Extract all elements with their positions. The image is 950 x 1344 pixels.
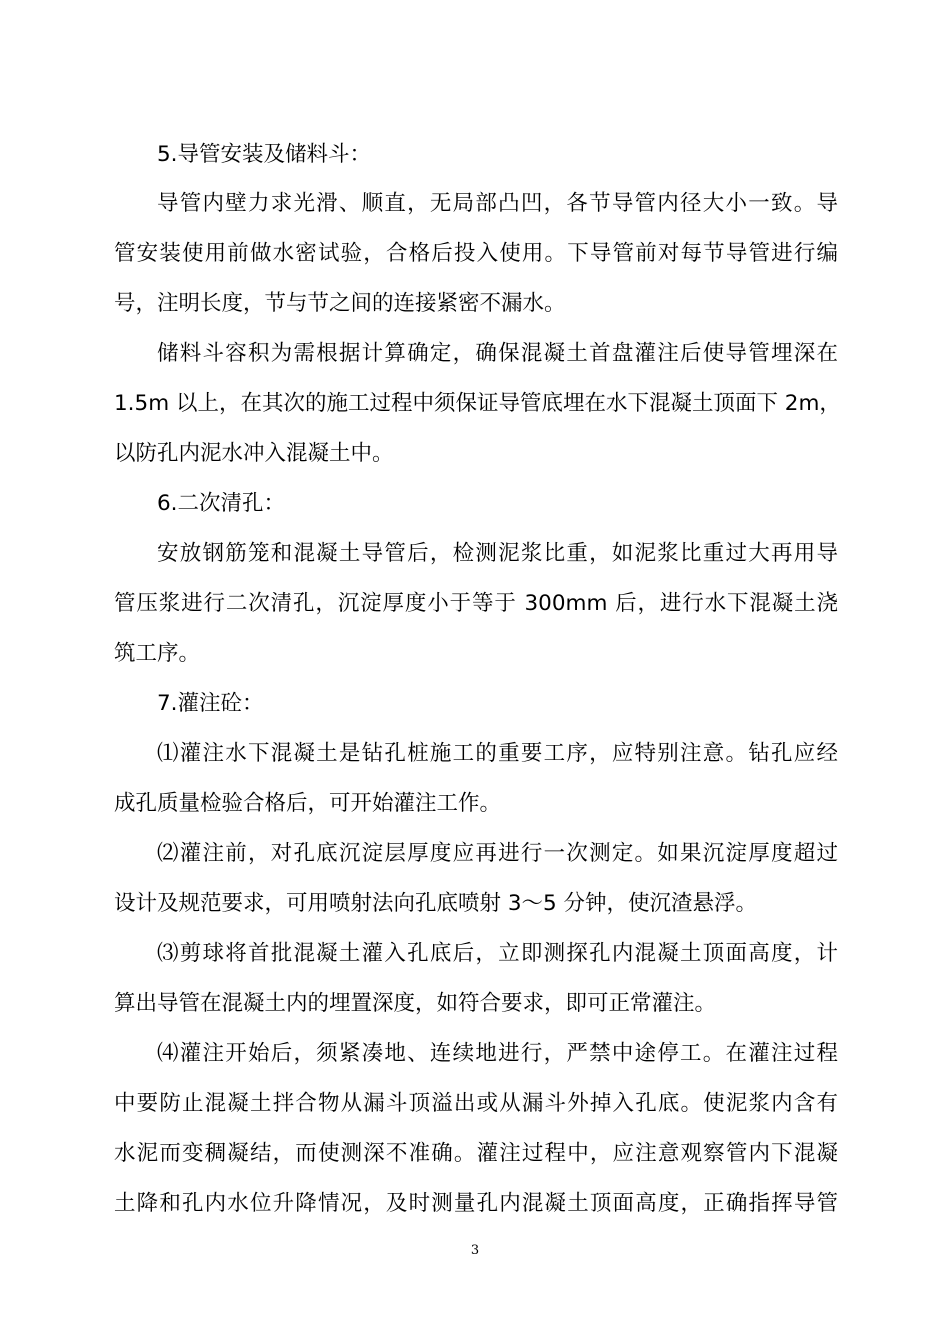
paragraph-line: 算出导管在混凝土内的埋置深度，如符合要求，即可正常灌注。: [114, 991, 717, 1016]
paragraph-line: 储料斗容积为需根据计算确定，确保混凝土首盘灌注后使导管埋深在: [157, 341, 838, 366]
page-number: 3: [470, 1243, 480, 1258]
paragraph-line: 管安装使用前做水密试验，合格后投入使用。下导管前对每节导管进行编: [114, 241, 838, 266]
paragraph-line: 管压浆进行二次清孔，沉淀厚度小于等于 300mm 后，进行水下混凝土浇: [114, 591, 838, 616]
paragraph-line: 号，注明长度，节与节之间的连接紧密不漏水。: [114, 291, 566, 316]
paragraph-line: 以防孔内泥水冲入混凝土中。: [114, 441, 394, 466]
paragraph-line: ⑷灌注开始后，须紧凑地、连续地进行，严禁中途停工。在灌注过程: [157, 1041, 838, 1066]
paragraph-line: 安放钢筋笼和混凝土导管后，检测泥浆比重，如泥浆比重过大再用导: [157, 541, 838, 566]
paragraph-line: 水泥而变稠凝结，而使测深不准确。灌注过程中，应注意观察管内下混凝: [114, 1141, 838, 1166]
paragraph-line: 土降和孔内水位升降情况，及时测量孔内混凝土顶面高度，正确指挥导管: [114, 1191, 838, 1216]
paragraph-line: 成孔质量检验合格后，可开始灌注工作。: [114, 791, 502, 816]
section-heading-7: 7.灌注砼：: [157, 691, 264, 716]
paragraph-line: ⑶剪球将首批混凝土灌入孔底后，立即测探孔内混凝土顶面高度，计: [157, 941, 838, 966]
paragraph-line: 中要防止混凝土拌合物从漏斗顶溢出或从漏斗外掉入孔底。使泥浆内含有: [114, 1091, 838, 1116]
paragraph-line: 筑工序。: [114, 641, 201, 666]
paragraph-line: ⑴灌注水下混凝土是钻孔桩施工的重要工序，应特别注意。钻孔应经: [157, 741, 838, 766]
paragraph-line: 导管内壁力求光滑、顺直，无局部凸凹，各节导管内径大小一致。导: [157, 191, 838, 216]
paragraph-line: ⑵灌注前，对孔底沉淀层厚度应再进行一次测定。如果沉淀厚度超过: [157, 841, 838, 866]
paragraph-line: 设计及规范要求，可用喷射法向孔底喷射 3～5 分钟，使沉渣悬浮。: [114, 891, 758, 916]
section-heading-6: 6.二次清孔：: [157, 491, 286, 516]
section-heading-5: 5.导管安装及储料斗：: [157, 142, 372, 167]
paragraph-line: 1.5m 以上，在其次的施工过程中须保证导管底埋在水下混凝土顶面下 2m，: [114, 391, 841, 416]
